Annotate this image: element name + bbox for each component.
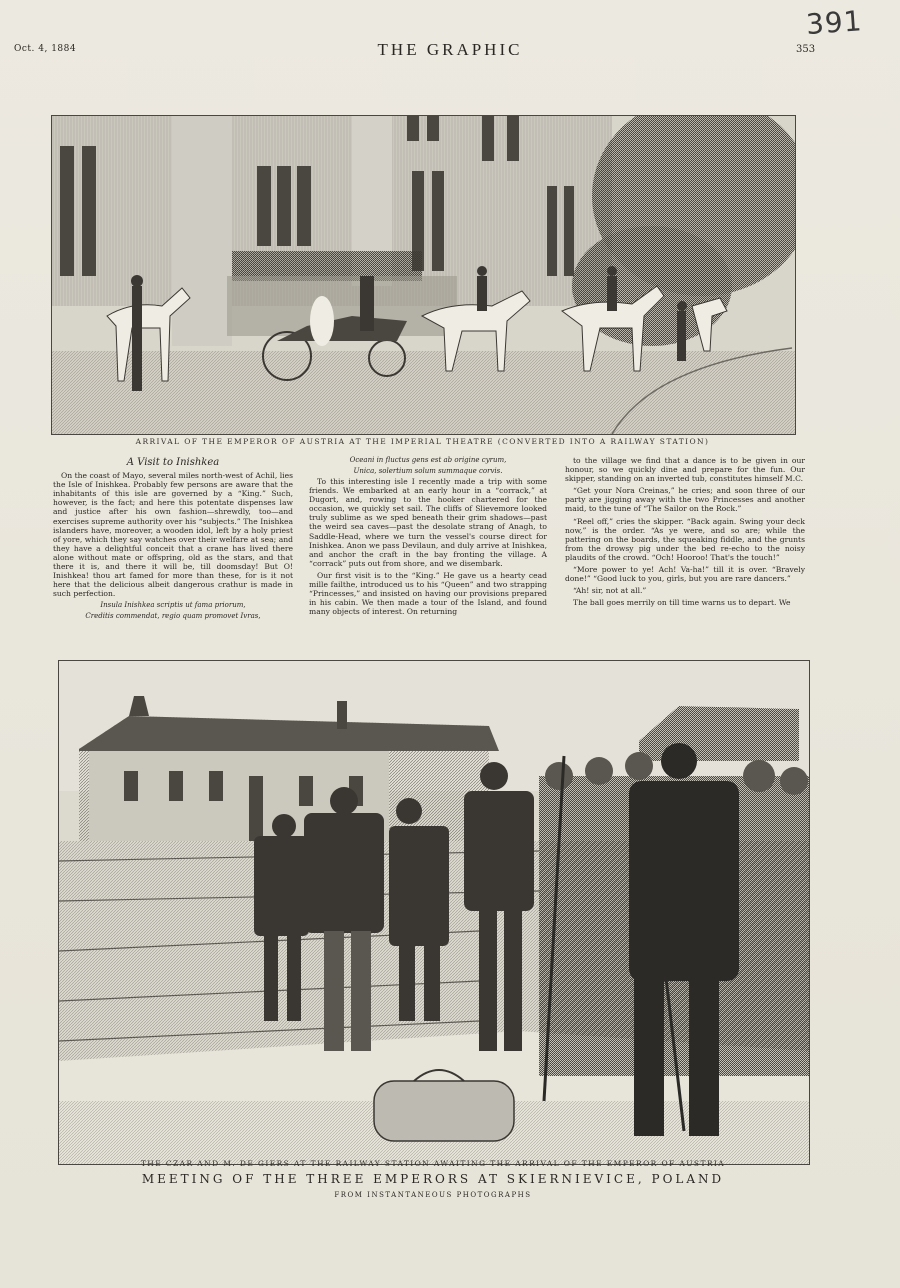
article-title: A Visit to Inishkea: [126, 457, 220, 468]
page-number: 353: [796, 44, 816, 55]
bottom-illustration-title: MEETING OF THE THREE EMPERORS AT SKIERNIEVICE, POLAND: [141, 1172, 725, 1186]
article-column-1: [53, 456, 293, 622]
article-paragraph: “Reel off,” cries the skipper. “Back again. Swing your deck now,” is the order. “As ye were, and so are; while the pattering on the boards, the squeaking fiddle, and the grunts from the drowsy pig under the bed re-echo to the noisy plaudits of the crowd. “Och! Hooroo! That's the touch!”: [565, 516, 805, 562]
issue-date: Oct. 4, 1884: [14, 44, 77, 54]
article-paragraph: to the village we find that a dance is to be given in our honour, so we quickly dine and prepare for the fun. Our skipper, standing on an inverted tub, constitutes himself M.C.: [565, 456, 805, 484]
bottom-engraving-illustration: [58, 660, 810, 1165]
article-paragraph: Our first visit is to the “King.” He gave us a hearty cead mille failthe, introduced us to his “Queen” and two strapping “Princesses,” and insisted on having our provisions prepared in his cabin. We then made a tour of the Island, and found many objects of interest. On returning: [309, 570, 547, 617]
top-illustration-caption: ARRIVAL OF THE EMPEROR OF AUSTRIA AT THE IMPERIAL THEATRE (CONVERTED INTO A RAILWAY STATION): [135, 437, 710, 446]
bottom-illustration-caption: THE CZAR AND M. DE GIERS AT THE RAILWAY STATION AWAITING THE ARRIVAL OF THE EMPEROR OF AUSTRIA: [140, 1159, 726, 1168]
top-engraving-illustration: [51, 115, 796, 435]
latin-verse-line: Insula Inishkea scriptis ut fama priorum,: [100, 601, 246, 610]
article-paragraph: “Get your Nora Creinas,” he cries; and soon three of our party are jigging away with the two Princesses and another maid, to the tune of “The Sailor on the Rock.”: [565, 486, 805, 514]
article-paragraph: “More power to ye! Ach! Va-ha!” till it is over. “Bravely done!” “Good luck to you, girls, but you are rare dancers.”: [565, 565, 805, 584]
palace-carriage-scene: [52, 116, 795, 434]
latin-verse-line: Unica, solertium solum summaque corvis.: [353, 466, 503, 475]
handwritten-annotation: 391: [804, 4, 864, 42]
article-paragraph: To this interesting isle I recently made a trip with some friends. We embarked at an early hour in a “corrack,” at Dugort, and, rowing to the hooker chartered for the occasion, we quickly set sail. The cliffs of Slievemore looked truly sublime as we sped beneath their grim shadows—past the weird sea caves—past the desolate strang of Anagh, to Saddle-Head, where we turn the vessel's course direct for Inishkea. Anon we pass Devilaun, and duly arrive at Inishkea, and anchor the craft in the bay fronting the village. A “corrack” puts out from shore, and we disembark.: [309, 477, 547, 568]
article-paragraph: On the coast of Mayo, several miles north-west of Achil, lies the Isle of Inishkea. Probably few persons are aware that the inhabitants of this isle are governed by a “King.” Such, however, is the fact; and here this potentate dispenses law and justice after his own fashion—shrewdly, too—and exercises supreme authority over his “subjects.” The Inishkea islanders have, moreover, a wooden idol, left by a holy priest of yore, which they say watches over their welfare at sea; and they have a delightful conceit that a crane has lived there alone without mate or offspring, old as the stars, and that there it is, and there it will be, till doomsday! But O! Inishkea! thou art famed for more than these, for is it not here that the delicious albeit dangerous crathur is made in such perfection.: [53, 471, 293, 599]
bottom-illustration-subtitle: FROM INSTANTANEOUS PHOTOGRAPHS: [334, 1191, 532, 1199]
masthead-title: THE GRAPHIC: [377, 40, 523, 59]
article-paragraph: The ball goes merrily on till time warns us to depart. We: [573, 598, 791, 608]
latin-verse-line: Creditis commendat, regio quam promovet Ivras,: [85, 611, 261, 620]
article-column-2: [309, 456, 547, 619]
latin-verse-line: Oceani in fluctus gens est ab origine cyrum,: [349, 456, 507, 464]
article-paragraph: “Ah! sir, not at all.”: [573, 586, 647, 596]
railway-station-soldiers-scene: [59, 661, 809, 1164]
article-column-3: [565, 456, 805, 610]
